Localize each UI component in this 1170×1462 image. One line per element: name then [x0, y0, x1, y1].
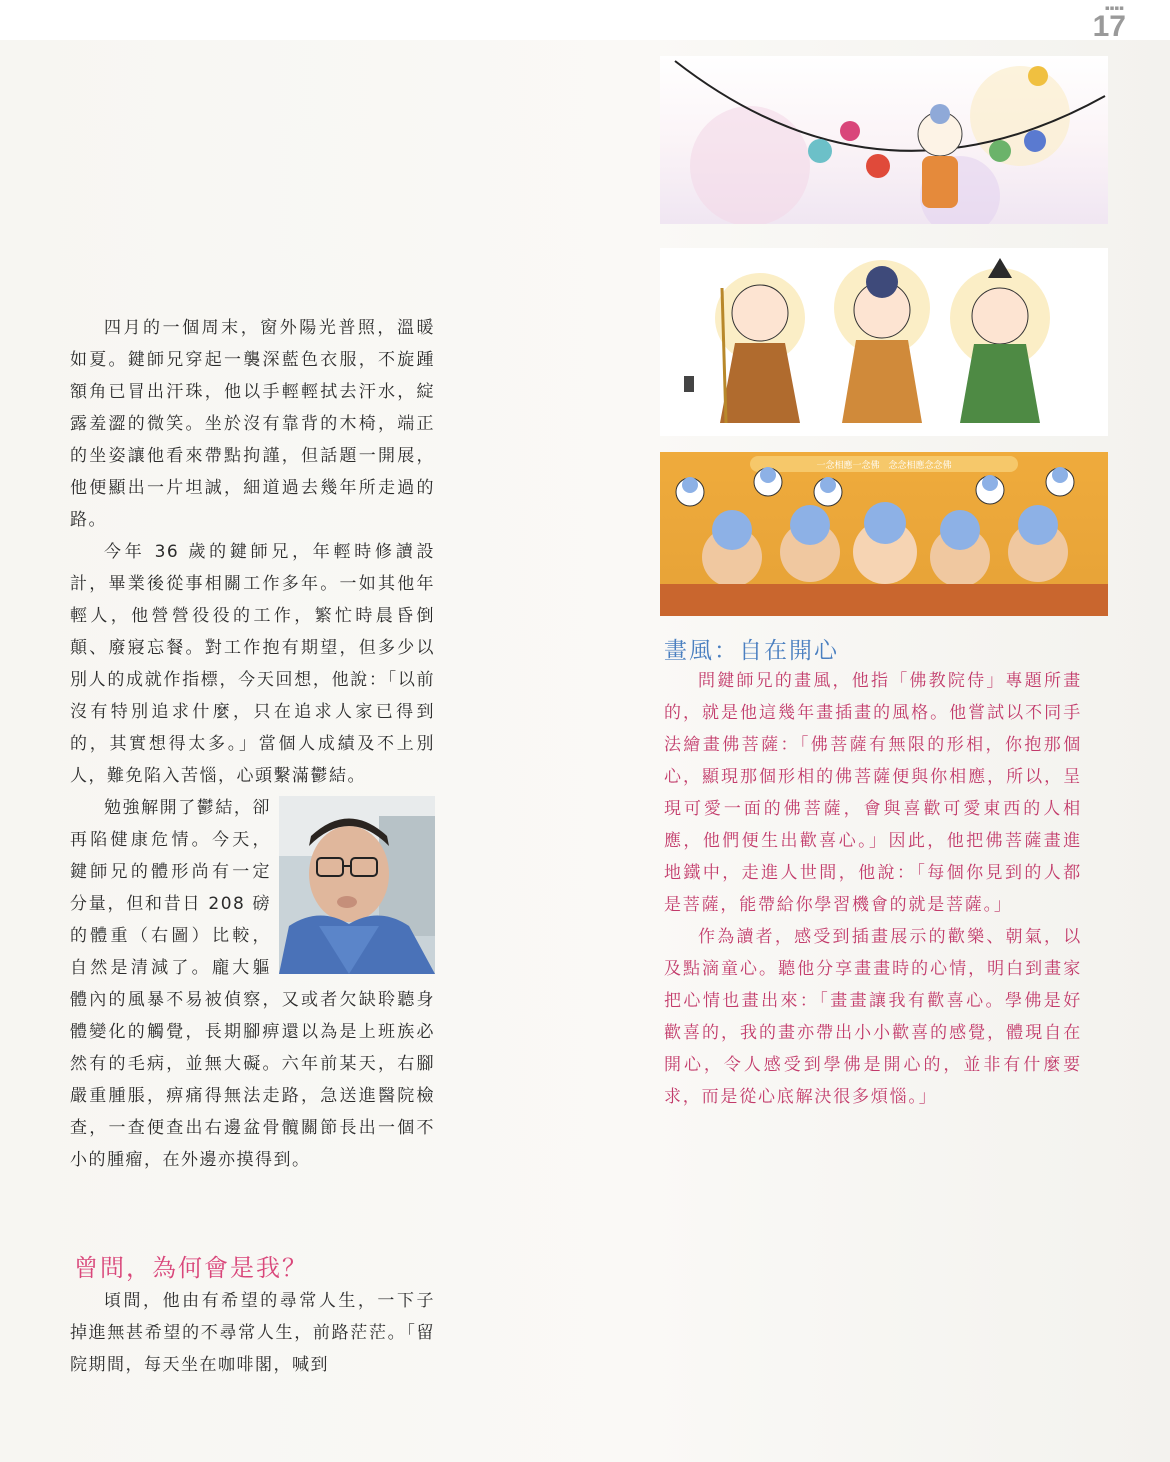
- illustration-three-bodhisattvas: [660, 248, 1108, 436]
- right-column: [664, 665, 1082, 1113]
- left-column: [70, 312, 435, 1176]
- paragraph-4: 頃間，他由有希望的尋常人生，一下子掉進無甚希望的不尋常人生，前路茫茫。「留院期間，每天坐在咖啡閣，喊到: [70, 1291, 435, 1375]
- top-margin: [0, 0, 1170, 40]
- illustration-buddha-clothesline: [660, 56, 1108, 224]
- illustration-banner-buddhas: [660, 452, 1108, 616]
- banner-text: 一念相應一念佛 念念相應念念佛: [816, 461, 952, 471]
- section-heading-right: 畫風：自在開心: [664, 638, 839, 664]
- left-column-end: [70, 1285, 435, 1381]
- paragraph-3: 勉強解開了鬱結，卻再陷健康危情。今天，鍵師兄的體形尚有一定分量，但和昔日 208 磅的體重（右圖）比較，自然是清減了。龐大軀體內的風暴不易被偵察，又或者欠缺聆聽身體變化的觸覺，長期腳痹還以為是上班族必然有的毛病，並無大礙。六年前某天，右腳嚴重腫脹，痹痛得無法走路，急送進醫院檢查，一查便查出右邊盆骨髖關節長出一個不小的腫瘤，在外邊亦摸得到。: [70, 798, 435, 1170]
- paragraph-2: 今年 36 歲的鍵師兄，年輕時修讀設計，畢業後從事相關工作多年。一如其他年輕人，他營營役役的工作，繁忙時晨昏倒顛、廢寢忘餐。對工作抱有期望，但多少以別人的成就作指標，今天回想，他說：「以前沒有特別追求什麼，只在追求人家已得到的，其實想得太多。」當個人成績及不上別人，難免陷入苦惱，心頭繫滿鬱結。: [70, 542, 435, 786]
- section-heading-left: 曾問，為何會是我？: [74, 1254, 308, 1282]
- right-paragraph-2: 作為讀者，感受到插畫展示的歡樂、朝氣，以及點滴童心。聽他分享畫畫時的心情，明白到畫家把心情也畫出來：「畫畫讓我有歡喜心。學佛是好歡喜的，我的畫亦帶出小小歡喜的感覺，體現自在開心，令人感受到學佛是開心的，並非有什麼要求，而是從心底解決很多煩惱。」: [664, 927, 1082, 1107]
- portrait-photo: [279, 796, 435, 974]
- page-header-mark: ▪▪▪▪: [1105, 4, 1124, 12]
- right-paragraph-1: 問鍵師兄的畫風，他指「佛教院侍」專題所畫的，就是他這幾年畫插畫的風格。他嘗試以不同手法繪畫佛菩薩：「佛菩薩有無限的形相，你抱那個心，顯現那個形相的佛菩薩便與你相應，所以，呈現可愛一面的佛菩薩，會與喜歡可愛東西的人相應，他們便生出歡喜心。」因此，他把佛菩薩畫進地鐵中，走進人世間，他說：「每個你見到的人都是菩薩，能帶給你學習機會的就是菩薩。」: [664, 671, 1082, 915]
- page-number: 17: [1092, 10, 1126, 43]
- paragraph-1: 四月的一個周末，窗外陽光普照，溫暖如夏。鍵師兄穿起一襲深藍色衣服，不旋踵額角已冒出汗珠，他以手輕輕拭去汗水，綻露羞澀的微笑。坐於沒有靠背的木椅，端正的坐姿讓他看來帶點拘謹，但話題一開展，他便顯出一片坦誠，細道過去幾年所走過的路。: [70, 318, 435, 530]
